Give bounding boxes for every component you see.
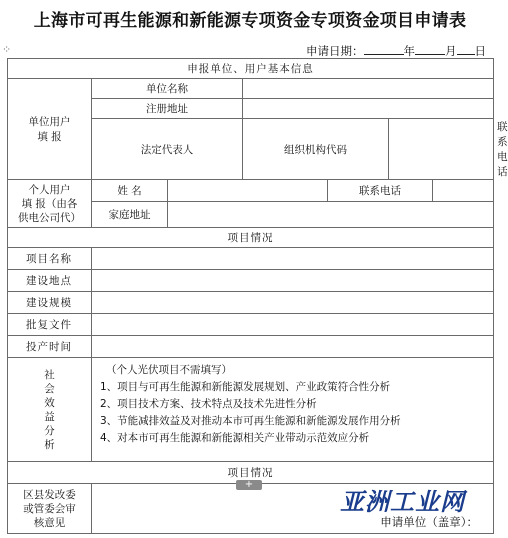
- personal-name-label: 姓 名: [92, 180, 168, 202]
- legal-rep-label: 法定代表人: [92, 119, 243, 180]
- benefit-note-item: 4、对本市可再生能源和新能源相关产业带动示范效应分析: [100, 432, 370, 444]
- unit-user-label-line1: 单位用户: [28, 116, 71, 128]
- unit-user-label-line2: 填 报: [37, 131, 62, 143]
- build-location-label: 建设地点: [8, 270, 92, 292]
- day-unit: 日: [474, 44, 486, 58]
- unit-name-label: 单位名称: [92, 79, 243, 99]
- drag-handle-icon[interactable]: ⁘: [2, 43, 12, 56]
- production-time-label: 投产时间: [8, 336, 92, 358]
- benefit-char: 社: [44, 368, 55, 381]
- benefit-note-item: 2、项目技术方案、技术特点及技术先进性分析: [100, 398, 317, 410]
- benefit-char: 效: [44, 396, 55, 409]
- review-label-line2: 或管委会审: [23, 502, 76, 515]
- year-blank: [364, 43, 404, 55]
- personal-user-label-line3: 供电公司代）: [18, 211, 81, 224]
- social-benefit-notes[interactable]: [92, 358, 494, 462]
- section-header-applicant: 申报单位、用户基本信息: [8, 59, 494, 79]
- unit-user-label: [8, 79, 92, 180]
- section-header-project-2: 项目情况: [8, 462, 494, 484]
- benefit-char: 析: [44, 438, 55, 451]
- org-code-label: 组织机构代码: [243, 119, 389, 180]
- form-title: 上海市可再生能源和新能源专项资金专项资金项目申请表: [33, 11, 467, 31]
- benefit-note-item: 3、节能减排效益及对推动本市可再生能源和新能源发展作用分析: [100, 415, 401, 427]
- year-unit: 年: [403, 44, 415, 58]
- applicant-seal-label: 申请单位（盖章）：: [380, 515, 478, 529]
- home-address-label: 家庭地址: [92, 202, 168, 228]
- review-opinion-label: [8, 484, 92, 534]
- production-time-field[interactable]: [92, 336, 494, 358]
- personal-user-label-line2: 填 报（由各: [21, 197, 78, 210]
- benefit-note-header: （个人光伏项目不需填写）: [106, 364, 232, 376]
- personal-contact-phone-label: 联系电话: [328, 180, 433, 202]
- month-blank: [415, 43, 445, 55]
- review-label-line3: 核意见: [33, 516, 66, 529]
- month-unit: 月: [445, 44, 457, 58]
- benefit-char: 会: [44, 382, 55, 395]
- date-label: 申请日期：: [306, 44, 364, 58]
- personal-name-field[interactable]: [168, 180, 328, 202]
- watermark-logo: 亚洲工业网: [340, 487, 465, 516]
- home-address-field[interactable]: [168, 202, 494, 228]
- application-form-table: 申报单位、用户基本信息 单位用户 填 报 单位名称 注册地址 法定代表人 组织机构代码 联系电话 个人用户 填 报（由各 供电公司代） 姓 名 联系电话 家庭地址 项目情况 项目名称 建设地点 建设规模 批复文件 投产时间 社 会 效 益 分 析 （个人光伏项目不需填写） 1、项目与可再生能源和新能源发展规划、产业政策符合性分析 2、项目技术方案、技术特点及技术先进性分析 3、节能减排效益及对推动本市可再生能源和新能源发展作用分析 4、对本市可再生能源和新能源相关产业带动示范效应分析 项目情况 区县发改委 或管委会审 核意见: [7, 58, 494, 534]
- benefit-char: 益: [44, 410, 55, 423]
- personal-user-label: [8, 180, 92, 228]
- reg-address-label: 注册地址: [92, 99, 243, 119]
- build-location-field[interactable]: [92, 270, 494, 292]
- reg-address-field[interactable]: [243, 99, 494, 119]
- build-scale-field[interactable]: [92, 292, 494, 314]
- approval-docs-label: 批复文件: [8, 314, 92, 336]
- benefit-note-item: 1、项目与可再生能源和新能源发展规划、产业政策符合性分析: [100, 381, 391, 393]
- build-scale-label: 建设规模: [8, 292, 92, 314]
- project-name-field[interactable]: [92, 248, 494, 270]
- expand-button[interactable]: +: [236, 480, 262, 490]
- social-benefit-label: [8, 358, 92, 462]
- org-code-field[interactable]: [389, 119, 494, 180]
- review-label-line1: 区县发改委: [23, 488, 76, 501]
- project-name-label: 项目名称: [8, 248, 92, 270]
- benefit-char: 分: [44, 424, 55, 437]
- day-blank: [457, 43, 475, 55]
- personal-contact-phone-field[interactable]: [433, 180, 494, 202]
- application-date: [306, 43, 486, 59]
- personal-user-label-line1: 个人用户: [28, 183, 71, 196]
- section-header-project: 项目情况: [8, 228, 494, 248]
- unit-name-field[interactable]: [243, 79, 494, 99]
- approval-docs-field[interactable]: [92, 314, 494, 336]
